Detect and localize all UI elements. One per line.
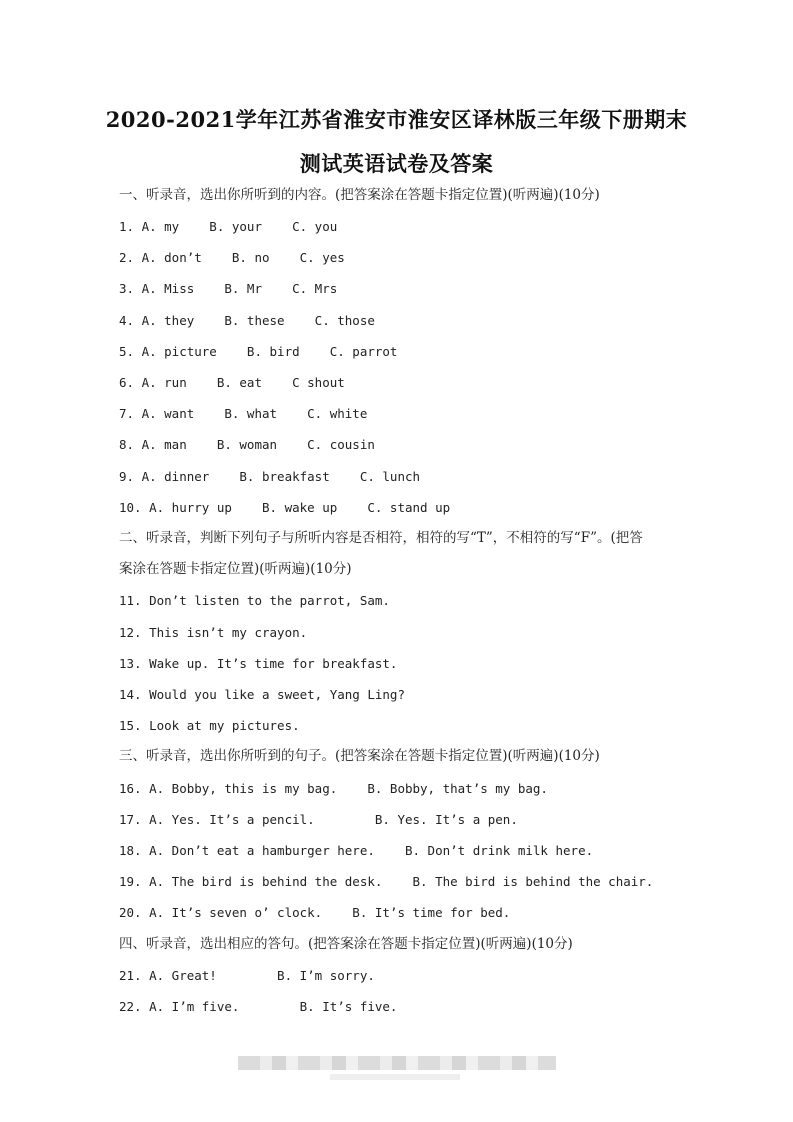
title-line-2: 测试英语试卷及答案 bbox=[299, 151, 494, 176]
section-4-heading: 四、听录音，选出相应的答句。(把答案涂在答题卡指定位置)(听两遍)(10分) bbox=[119, 936, 573, 952]
question-item: 8. A. man B. woman C. cousin bbox=[119, 437, 375, 452]
question-item: 1. A. my B. your C. you bbox=[119, 219, 338, 234]
question-item: 12. This isn’t my crayon. bbox=[119, 625, 308, 640]
question-item: 20. A. It’s seven o’ clock. B. It’s time for bed. bbox=[119, 905, 511, 920]
question-item: 3. A. Miss B. Mr C. Mrs bbox=[119, 281, 338, 296]
question-item: 6. A. run B. eat C shout bbox=[119, 375, 345, 390]
question-item: 5. A. picture B. bird C. parrot bbox=[119, 344, 398, 359]
question-item: 13. Wake up. It’s time for breakfast. bbox=[119, 656, 398, 671]
question-item: 2. A. don’t B. no C. yes bbox=[119, 250, 345, 265]
question-item: 22. A. I’m five. B. It’s five. bbox=[119, 999, 398, 1014]
question-item: 14. Would you like a sweet, Yang Ling? bbox=[119, 687, 405, 702]
question-item: 9. A. dinner B. breakfast C. lunch bbox=[119, 469, 421, 484]
section-3-heading: 三、听录音，选出你所听到的句子。(把答案涂在答题卡指定位置)(听两遍)(10分) bbox=[119, 748, 600, 764]
title-line-1: 2020-2021学年江苏省淮安市淮安区译林版三年级下册期末 bbox=[105, 107, 688, 132]
blurred-footer-watermark bbox=[238, 1056, 556, 1070]
question-item: 18. A. Don’t eat a hamburger here. B. Don’t drink milk here. bbox=[119, 843, 594, 858]
question-item: 7. A. want B. what C. white bbox=[119, 406, 368, 421]
section-2-heading-line-1: 二、听录音，判断下列句子与所听内容是否相符，相符的写“T”，不相符的写“F”。(把答 bbox=[119, 530, 643, 546]
question-item: 4. A. they B. these C. those bbox=[119, 313, 375, 328]
question-item: 11. Don’t listen to the parrot, Sam. bbox=[119, 593, 390, 608]
blurred-footer-watermark-line bbox=[330, 1074, 460, 1080]
question-item: 21. A. Great! B. I’m sorry. bbox=[119, 968, 375, 983]
question-item: 19. A. The bird is behind the desk. B. The bird is behind the chair. bbox=[119, 874, 654, 889]
question-item: 17. A. Yes. It’s a pencil. B. Yes. It’s a pen. bbox=[119, 812, 518, 827]
section-2-heading-line-2: 案涂在答题卡指定位置)(听两遍)(10分) bbox=[119, 561, 352, 577]
question-item: 15. Look at my pictures. bbox=[119, 718, 300, 733]
question-item: 16. A. Bobby, this is my bag. B. Bobby, that’s my bag. bbox=[119, 781, 548, 796]
section-1-heading: 一、听录音，选出你所听到的内容。(把答案涂在答题卡指定位置)(听两遍)(10分) bbox=[119, 187, 600, 203]
question-item: 10. A. hurry up B. wake up C. stand up bbox=[119, 500, 451, 515]
